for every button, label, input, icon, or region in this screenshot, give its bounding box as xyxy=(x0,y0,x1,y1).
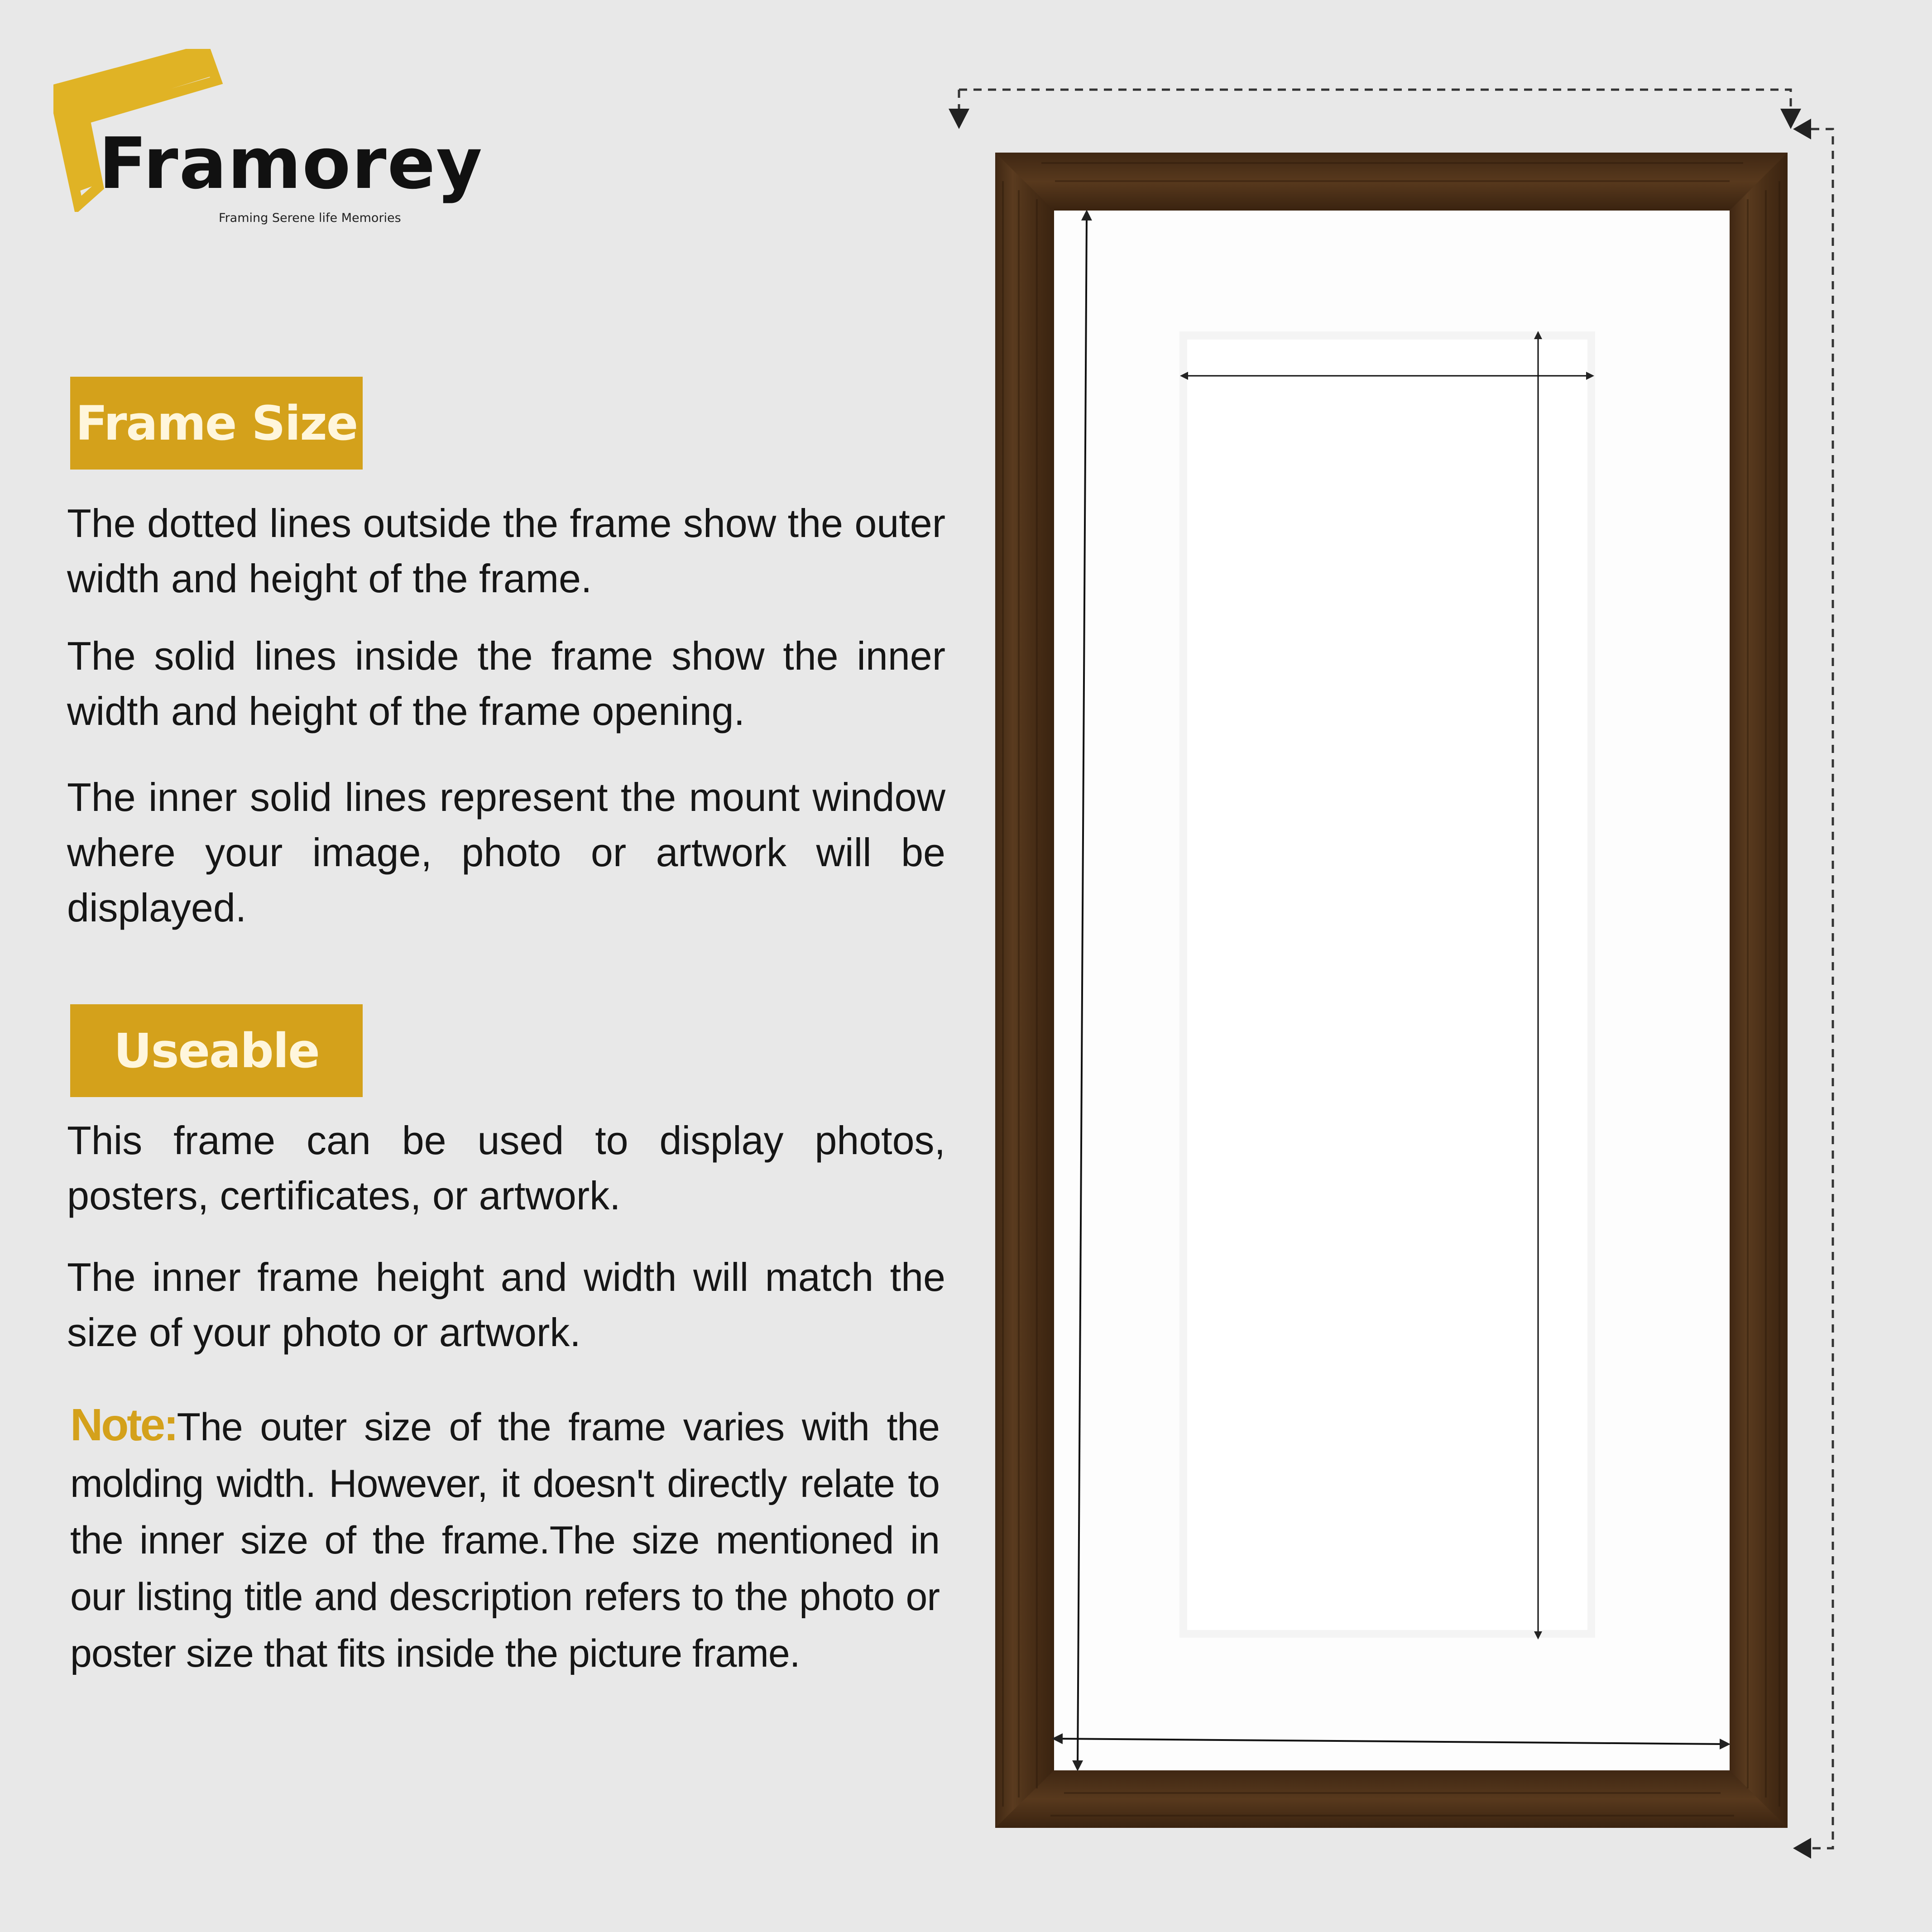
outer-width-arrow-right-icon xyxy=(1780,109,1801,129)
frame-size-paragraph-2: The solid lines inside the frame show the inner width and height of the frame opening. xyxy=(67,633,945,733)
outer-height-dotted-line xyxy=(1793,119,1833,1859)
outer-width-arrow-left-icon xyxy=(949,109,969,129)
outer-width-dotted-line xyxy=(949,90,1801,129)
useable-heading: Useable xyxy=(70,1004,363,1097)
mount-window xyxy=(1187,340,1587,1630)
frame-size-paragraph-3: The inner solid lines represent the mount window where your image, photo or artwork will be displayed. xyxy=(67,775,945,930)
useable-paragraph-1: This frame can be used to display photos, posters, certificates, or artwork. xyxy=(67,1118,945,1218)
frame-size-paragraph-1: The dotted lines outside the frame show the outer width and height of the frame. xyxy=(67,501,945,601)
frame-size-heading: Frame Size xyxy=(70,377,363,470)
brand-name: Framorey xyxy=(99,122,483,205)
useable-paragraph-2: The inner frame height and width will match the size of your photo or artwork. xyxy=(67,1255,945,1355)
note-label: Note: xyxy=(70,1400,177,1450)
note-text: The outer size of the frame varies with the molding width. However, it doesn't directly relate to the inner size of the frame.The size mentioned in our listing title and description refers to the photo or poster size that fits inside the picture frame. xyxy=(70,1405,940,1675)
brand-tagline: Framing Serene life Memories xyxy=(219,211,401,225)
outer-height-arrow-bottom-icon xyxy=(1793,1838,1811,1859)
outer-height-arrow-top-icon xyxy=(1793,119,1811,139)
